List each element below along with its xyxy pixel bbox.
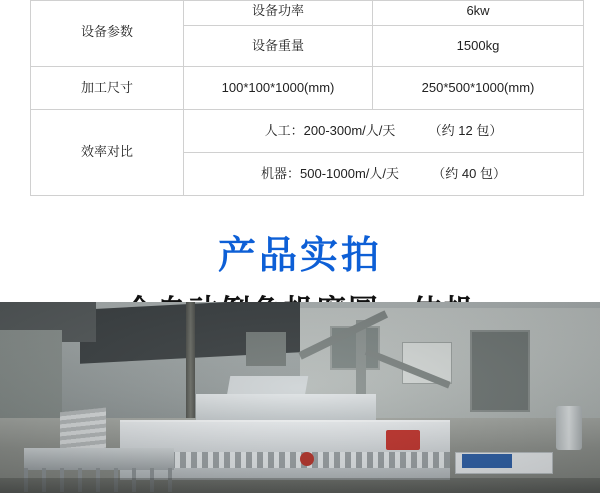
spec-label-cell: 设备参数 (31, 1, 184, 67)
page-title: 产品实拍 (217, 234, 382, 277)
efficiency-machine-cell (184, 152, 584, 195)
spec-name-cell: 设备重量 (184, 25, 373, 66)
efficiency-machine-value: 机器：500-1000m/人/天 (261, 165, 400, 181)
table-row (31, 66, 584, 109)
table-row (31, 1, 584, 26)
efficiency-manual-cell (184, 109, 584, 152)
spec-label-cell: 加工尺寸 (31, 66, 184, 109)
spec-table (30, 0, 584, 196)
efficiency-manual-note: （约 12 包） (428, 122, 503, 138)
spec-value-cell: 1500kg (373, 25, 584, 66)
photo-vignette (0, 302, 600, 493)
spec-value-cell: 6kw (373, 1, 584, 26)
spec-value-cell: 250*500*1000(mm) (373, 66, 584, 109)
spec-name-cell: 设备功率 (184, 1, 373, 26)
efficiency-machine-note: （约 40 包） (432, 165, 506, 181)
efficiency-manual-value: 人工：200-300m/人/天 (264, 122, 396, 138)
product-photo (0, 302, 600, 493)
spec-name-cell: 100*100*1000(mm) (184, 66, 373, 109)
table-row (31, 109, 584, 152)
spec-label-cell: 效率对比 (31, 109, 184, 195)
